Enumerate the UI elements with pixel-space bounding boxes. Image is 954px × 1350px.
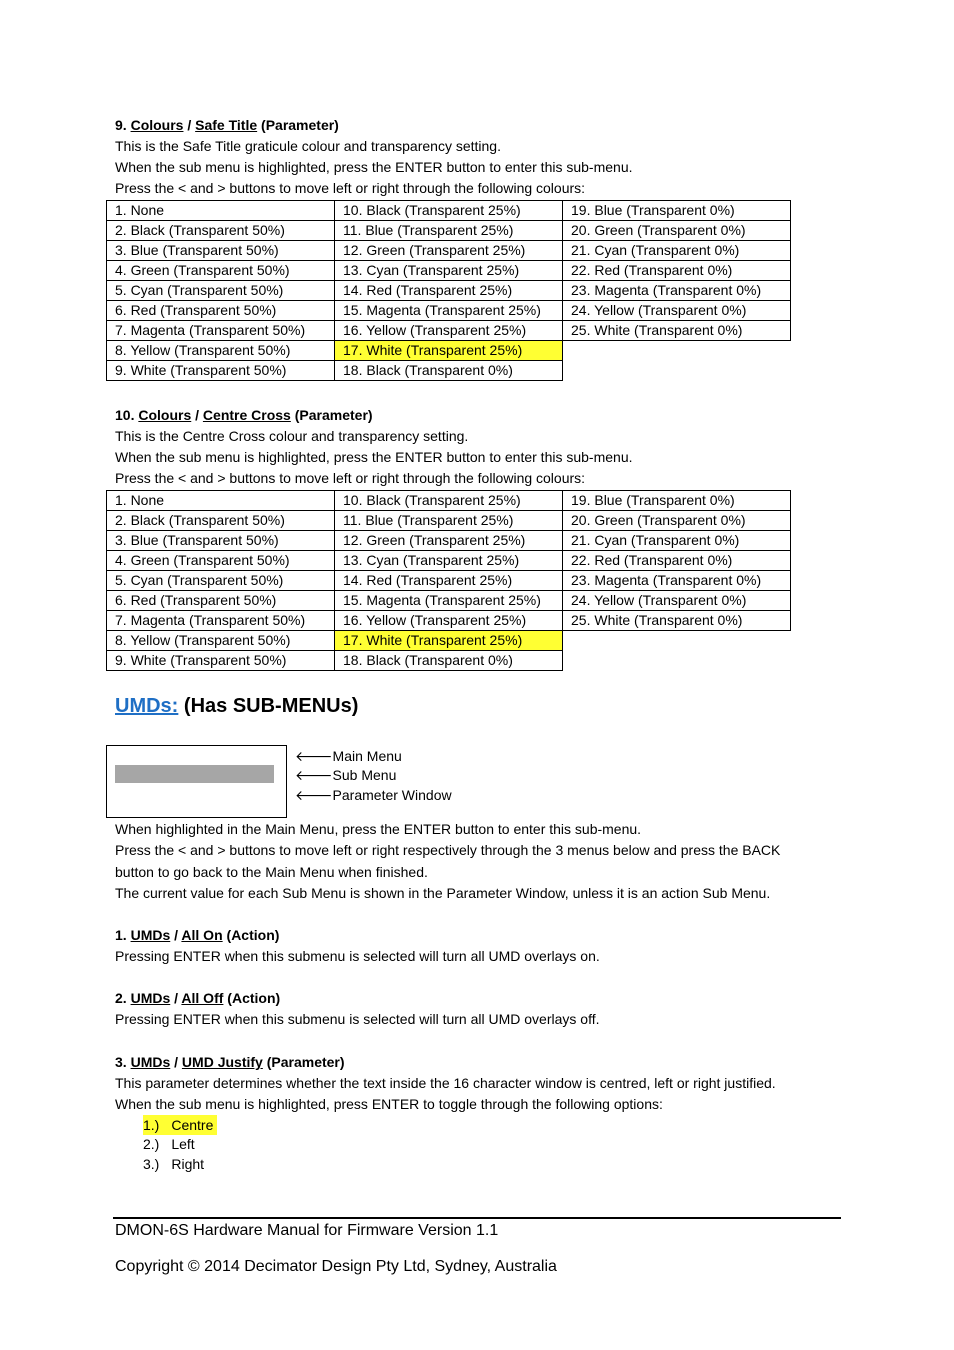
table-cell: 21. Cyan (Transparent 0%) [563,531,791,551]
table-cell: 18. Black (Transparent 0%) [335,361,563,381]
option-label: Right [171,1156,205,1172]
table-cell [563,341,791,361]
table-row [107,551,791,571]
section-title-umds [115,695,358,718]
heading-type: (Parameter) [266,1054,345,1070]
paragraph: Press the < and > buttons to move left or right through the following colours: [115,470,586,486]
table-cell: 12. Green (Transparent 25%) [335,531,563,551]
label-text: Sub Menu [332,767,397,783]
paragraph: This is the Safe Title graticule colour and transparency setting. [115,138,501,154]
table-cell: 4. Green (Transparent 50%) [107,551,335,571]
table-cell: 9. White (Transparent 50%) [107,361,335,381]
table-cell: 8. Yellow (Transparent 50%) [107,631,335,651]
table-cell: 3. Blue (Transparent 50%) [107,241,335,261]
arrow-left-icon: 🡐 [295,748,333,764]
heading-submenu-link: UMD Justify [181,1054,263,1070]
paragraph: Pressing ENTER when this submenu is selected will turn all UMD overlays on. [115,948,600,964]
table-cell: 12. Green (Transparent 25%) [335,241,563,261]
label-sub-menu [295,765,396,785]
heading-menu-link: UMDs [130,927,171,943]
option-number: 2.) [143,1136,160,1152]
paragraph: When the sub menu is highlighted, press the ENTER button to enter this sub-menu. [115,449,633,465]
table-row [107,261,791,281]
table-cell: 17. White (Transparent 25%) [335,631,563,651]
table-row [107,651,791,671]
table-cell: 11. Blue (Transparent 25%) [335,511,563,531]
table-row [107,511,791,531]
table-cell: 9. White (Transparent 50%) [107,651,335,671]
table-cell [563,651,791,671]
heading-umds-all-off [115,988,280,1008]
heading-separator: / [174,1054,179,1070]
table-row [107,361,791,381]
paragraph: When highlighted in the Main Menu, press the ENTER button to enter this sub-menu. [115,821,642,837]
table-row [107,321,791,341]
menu-display-diagram [106,745,287,818]
table-cell: 14. Red (Transparent 25%) [335,571,563,591]
option-number: 1.) [143,1117,160,1133]
table-cell: 20. Green (Transparent 0%) [563,221,791,241]
heading-type: (Action) [227,990,281,1006]
heading-type: (Parameter) [294,407,373,423]
heading-number: 9. [115,117,127,133]
table-cell: 16. Yellow (Transparent 25%) [335,611,563,631]
heading-menu-link: UMDs [130,990,171,1006]
table-cell: 15. Magenta (Transparent 25%) [335,301,563,321]
table-row [107,241,791,261]
footer-manual-title: DMON-6S Hardware Manual for Firmware Version 1.1 [115,1222,499,1239]
paragraph: When the sub menu is highlighted, press the ENTER button to enter this sub-menu. [115,159,633,175]
heading-menu-link: UMDs [130,1054,171,1070]
table-cell: 7. Magenta (Transparent 50%) [107,611,335,631]
table-cell: 1. None [107,491,335,511]
option-centre [143,1115,217,1135]
heading-number: 2. [115,990,127,1006]
umds-link[interactable]: UMDs: [115,695,179,717]
arrow-left-icon: 🡐 [295,767,333,783]
table-row [107,301,791,321]
table-cell: 7. Magenta (Transparent 50%) [107,321,335,341]
footer-copyright: Copyright © 2014 Decimator Design Pty Ltd, Sydney, Australia [115,1258,557,1275]
table-cell: 16. Yellow (Transparent 25%) [335,321,563,341]
heading-number: 1. [115,927,127,943]
option-label: Left [171,1136,195,1152]
heading-number: 10. [115,407,135,423]
table-cell: 18. Black (Transparent 0%) [335,651,563,671]
table-cell [563,361,791,381]
table-cell: 1. None [107,201,335,221]
arrow-left-icon: 🡐 [295,787,333,803]
table-row [107,281,791,301]
table-row [107,221,791,241]
table-cell: 5. Cyan (Transparent 50%) [107,571,335,591]
heading-submenu-link: Centre Cross [202,407,291,423]
table-cell: 2. Black (Transparent 50%) [107,221,335,241]
table-cell: 19. Blue (Transparent 0%) [563,491,791,511]
table-cell: 24. Yellow (Transparent 0%) [563,301,791,321]
table-cell: 23. Magenta (Transparent 0%) [563,571,791,591]
table-row [107,531,791,551]
option-left [143,1134,195,1154]
table-cell: 6. Red (Transparent 50%) [107,301,335,321]
colour-table-centre-cross [106,490,791,671]
table-row [107,631,791,651]
table-cell: 6. Red (Transparent 50%) [107,591,335,611]
heading-umds-justify [115,1052,345,1072]
table-row [107,491,791,511]
table-cell: 25. White (Transparent 0%) [563,611,791,631]
table-cell: 8. Yellow (Transparent 50%) [107,341,335,361]
heading-number: 3. [115,1054,127,1070]
section-heading-centre-cross [115,405,373,425]
paragraph: Pressing ENTER when this submenu is selected will turn all UMD overlays off. [115,1011,600,1027]
table-row [107,611,791,631]
table-cell: 5. Cyan (Transparent 50%) [107,281,335,301]
table-cell: 4. Green (Transparent 50%) [107,261,335,281]
heading-type: (Action) [226,927,280,943]
table-cell: 22. Red (Transparent 0%) [563,261,791,281]
table-cell: 22. Red (Transparent 0%) [563,551,791,571]
table-cell: 20. Green (Transparent 0%) [563,511,791,531]
label-parameter-window [295,785,452,805]
paragraph: This is the Centre Cross colour and transparency setting. [115,428,469,444]
paragraph: When the sub menu is highlighted, press ENTER to toggle through the following options: [115,1096,663,1112]
heading-menu-link: Colours [130,117,184,133]
heading-separator: / [174,927,179,943]
option-right [143,1154,204,1174]
umds-title-rest: (Has SUB-MENUs) [183,695,359,717]
colour-table-safe-title [106,200,791,381]
table-cell: 19. Blue (Transparent 0%) [563,201,791,221]
heading-separator: / [187,117,192,133]
paragraph: Press the < and > buttons to move left or right through the following colours: [115,180,586,196]
table-cell: 15. Magenta (Transparent 25%) [335,591,563,611]
table-cell: 2. Black (Transparent 50%) [107,511,335,531]
table-row [107,341,791,361]
table-cell: 21. Cyan (Transparent 0%) [563,241,791,261]
table-cell: 14. Red (Transparent 25%) [335,281,563,301]
option-label: Centre [171,1117,214,1133]
table-cell: 3. Blue (Transparent 50%) [107,531,335,551]
table-cell [563,631,791,651]
heading-separator: / [195,407,200,423]
table-cell: 13. Cyan (Transparent 25%) [335,551,563,571]
paragraph: Press the < and > buttons to move left or right respectively through the 3 menus below and press the BACK [115,842,781,858]
heading-menu-link: Colours [138,407,192,423]
paragraph: The current value for each Sub Menu is shown in the Parameter Window, unless it is an action Sub Menu. [115,885,771,901]
label-text: Main Menu [332,748,402,764]
heading-umds-all-on [115,925,279,945]
table-row [107,571,791,591]
table-cell: 17. White (Transparent 25%) [335,341,563,361]
table-cell: 11. Blue (Transparent 25%) [335,221,563,241]
heading-submenu-link: All Off [181,990,224,1006]
paragraph: This parameter determines whether the text inside the 16 character window is centred, left or right justified. [115,1075,776,1091]
table-cell: 24. Yellow (Transparent 0%) [563,591,791,611]
table-cell: 13. Cyan (Transparent 25%) [335,261,563,281]
heading-type: (Parameter) [261,117,339,133]
heading-submenu-link: All On [181,927,223,943]
sub-menu-highlight-bar [115,765,274,783]
table-cell: 10. Black (Transparent 25%) [335,491,563,511]
table-cell: 23. Magenta (Transparent 0%) [563,281,791,301]
footer-divider [113,1217,841,1219]
table-row [107,591,791,611]
table-cell: 25. White (Transparent 0%) [563,321,791,341]
paragraph: button to go back to the Main Menu when finished. [115,864,428,880]
section-heading-safe-title [115,115,339,135]
label-main-menu [295,746,402,766]
heading-separator: / [174,990,179,1006]
label-text: Parameter Window [332,787,452,803]
heading-submenu-link: Safe Title [195,117,258,133]
table-row [107,201,791,221]
option-number: 3.) [143,1156,160,1172]
table-cell: 10. Black (Transparent 25%) [335,201,563,221]
